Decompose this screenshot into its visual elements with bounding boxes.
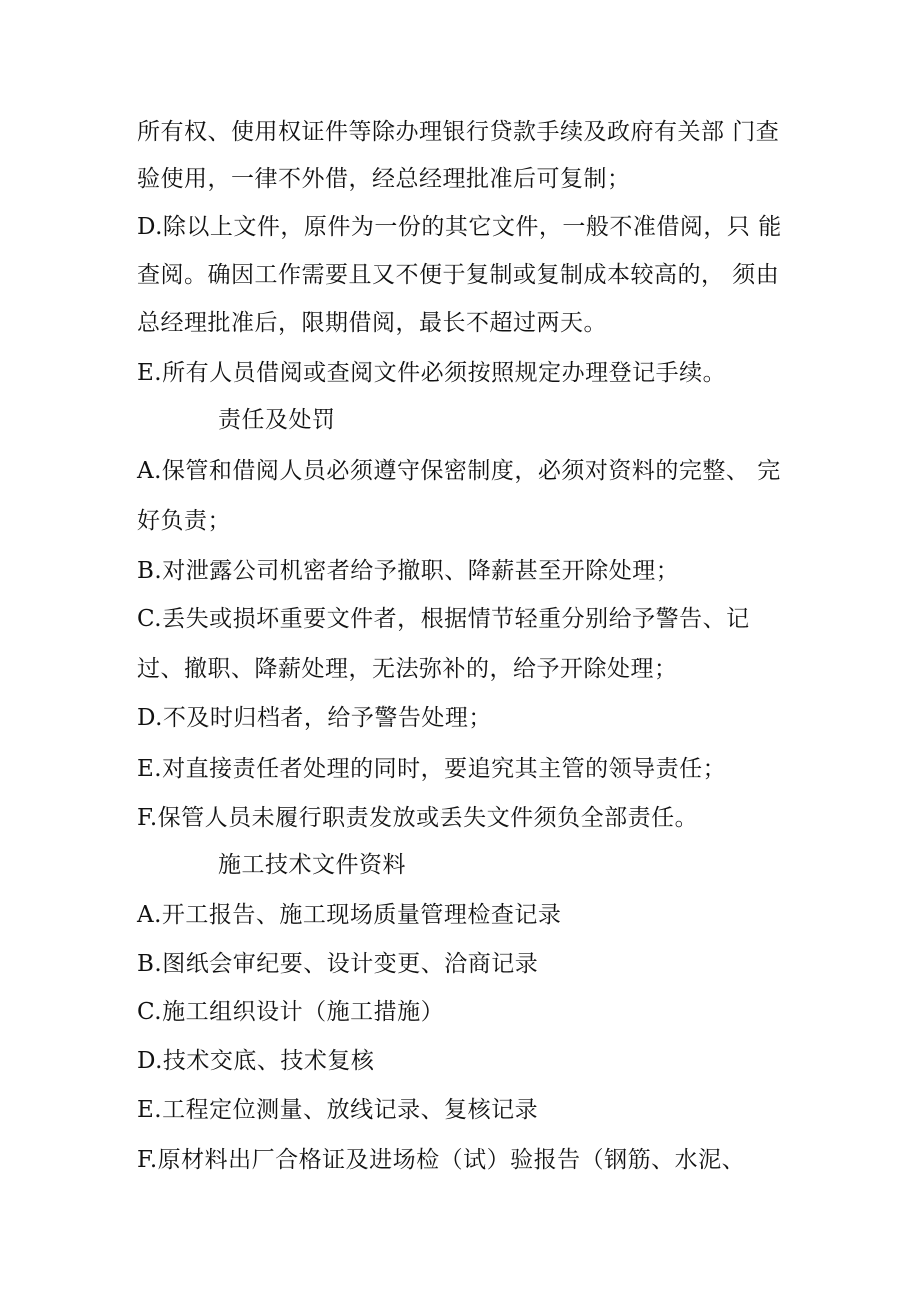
- list-item-a: A.开工报告、施工现场质量管理检查记录: [137, 902, 562, 928]
- list-item-a: A.保管和借阅人员必须遵守保密制度，必须对资料的完整、 完: [137, 458, 781, 484]
- list-item-b: B.图纸会审纪要、设计变更、洽商记录: [137, 951, 539, 977]
- paragraph-line: 过、撤职、降薪处理，无法弥补的，给予开除处理；: [137, 656, 678, 682]
- list-item-c: C.施工组织设计（施工措施）: [137, 999, 445, 1025]
- list-item-d: D.除以上文件，原件为一份的其它文件，一般不准借阅，只 能: [137, 214, 782, 240]
- paragraph-line: 好负责；: [137, 508, 231, 534]
- section-heading-responsibility: 责任及处罚: [218, 407, 336, 433]
- list-item-d: D.技术交底、技术复核: [137, 1048, 375, 1074]
- list-item-e: E.所有人员借阅或查阅文件必须按照规定办理登记手续。: [137, 360, 727, 386]
- list-item-c: C.丢失或损坏重要文件者，根据情节轻重分别给予警告、记: [137, 606, 750, 632]
- paragraph-line: 所有权、使用权证件等除办理银行贷款手续及政府有关部 门查: [137, 119, 780, 145]
- paragraph-line: 总经理批准后，限期借阅，最长不超过两天。: [137, 310, 607, 336]
- list-item-e: E.工程定位测量、放线记录、复核记录: [137, 1097, 539, 1123]
- list-item-f: F.原材料出厂合格证及进场检（试）验报告（钢筋、水泥、: [137, 1147, 746, 1173]
- list-item-d: D.不及时归档者，给予警告处理；: [137, 705, 492, 731]
- list-item-f: F.保管人员未履行职责发放或丢失文件须负全部责任。: [137, 805, 699, 831]
- paragraph-line: 查阅。确因工作需要且又不便于复制或复制成本较高的， 须由: [137, 262, 780, 288]
- paragraph-line: 验使用，一律不外借，经总经理批准后可复制；: [137, 166, 631, 192]
- list-item-e: E.对直接责任者处理的同时，要追究其主管的领导责任；: [137, 756, 727, 782]
- list-item-b: B.对泄露公司机密者给予撤职、降薪甚至开除处理；: [137, 558, 680, 584]
- section-heading-construction-docs: 施工技术文件资料: [218, 852, 406, 878]
